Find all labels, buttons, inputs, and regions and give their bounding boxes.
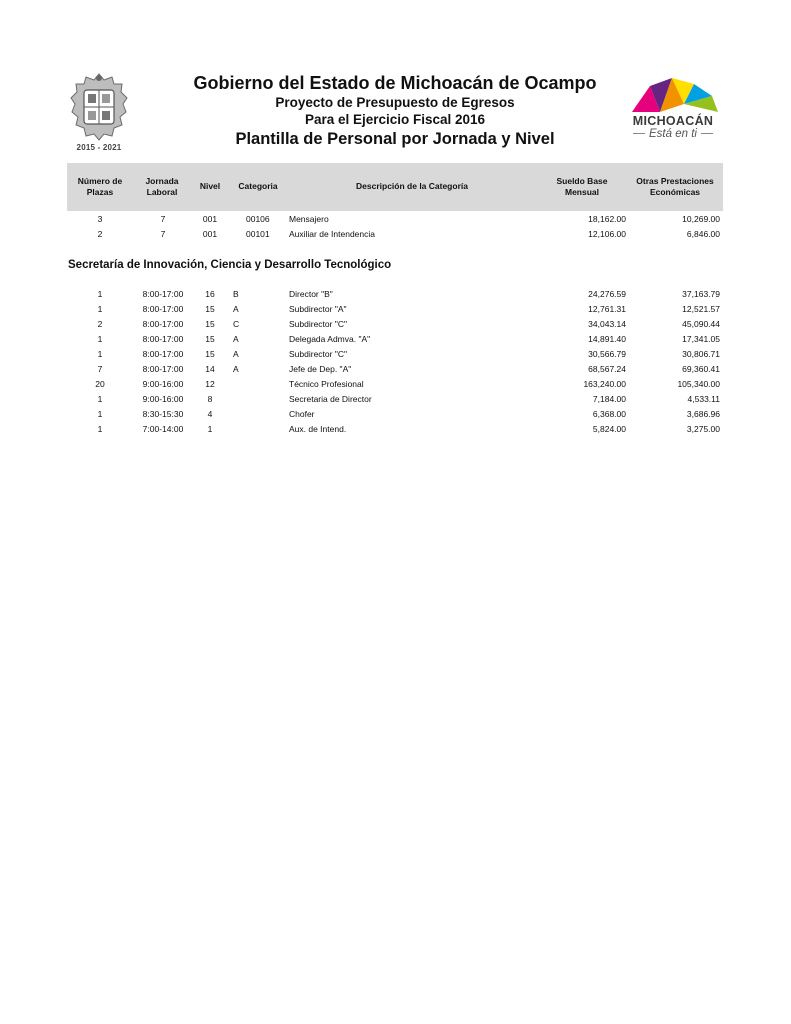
cell-nivel: 15 [205, 334, 215, 344]
column-header-otras: Otras Prestaciones Económicas [636, 176, 714, 197]
cell-jornada: 7 [160, 229, 166, 239]
column-header-nivel: Nivel [199, 181, 221, 191]
cell-jornada: 8:00-17:00 [142, 349, 184, 359]
cell-categoria: B [233, 289, 239, 299]
table-row [0, 392, 791, 407]
document-header [150, 72, 640, 150]
table-row [0, 422, 791, 437]
cell-otras: 10,269.00 [682, 214, 720, 224]
cell-plazas: 1 [97, 349, 103, 359]
seal-years: 2015 - 2021 [76, 143, 122, 152]
cell-categoria: A [233, 334, 239, 344]
cell-categoria: C [233, 319, 240, 329]
column-header-descripcion: Descripción de la Categoría [356, 181, 468, 191]
cell-plazas: 2 [97, 319, 103, 329]
cell-jornada: 8:00-17:00 [142, 364, 184, 374]
cell-sueldo: 34,043.14 [588, 319, 626, 329]
cell-descripcion: Subdirector "C" [289, 319, 348, 329]
cell-descripcion: Auxiliar de Intendencia [289, 229, 376, 239]
cell-plazas: 7 [97, 364, 103, 374]
cell-jornada: 8:00-17:00 [142, 304, 184, 314]
cell-descripcion: Delegada Admva. "A" [289, 334, 371, 344]
cell-sueldo: 18,162.00 [588, 214, 626, 224]
section-title: Secretaría de Innovación, Ciencia y Desarrollo Tecnológico [68, 259, 392, 271]
cell-descripcion: Subdirector "A" [289, 304, 347, 314]
column-header-sueldo: Sueldo Base Mensual [556, 176, 608, 197]
cell-nivel: 001 [202, 214, 218, 224]
cell-plazas: 1 [97, 409, 103, 419]
cell-descripcion: Jefe de Dep. "A" [289, 364, 352, 374]
cell-nivel: 12 [205, 379, 215, 389]
table-row [0, 212, 791, 227]
cell-sueldo: 5,824.00 [592, 424, 626, 434]
cell-jornada: 8:00-17:00 [142, 289, 184, 299]
cell-descripcion: Director "B" [289, 289, 333, 299]
table-row [0, 407, 791, 422]
cell-jornada: 8:00-17:00 [142, 334, 184, 344]
column-header-plazas: Número de Plazas [77, 176, 123, 197]
cell-jornada: 9:00-16:00 [142, 394, 184, 404]
page-title: Gobierno del Estado de Michoacán de Ocampo [193, 73, 597, 93]
cell-otras: 3,686.96 [686, 409, 720, 419]
cell-descripcion: Técnico Profesional [289, 379, 364, 389]
cell-plazas: 1 [97, 394, 103, 404]
cell-plazas: 1 [97, 304, 103, 314]
cell-plazas: 1 [97, 424, 103, 434]
table-row [0, 227, 791, 242]
cell-otras: 3,275.00 [686, 424, 720, 434]
cell-plazas: 1 [97, 334, 103, 344]
cell-otras: 69,360.41 [682, 364, 720, 374]
table-row [0, 317, 791, 332]
cell-sueldo: 163,240.00 [583, 379, 626, 389]
page-subtitle-budget: Proyecto de Presupuesto de Egresos [275, 95, 515, 110]
table-row [0, 287, 791, 302]
cell-nivel: 15 [205, 304, 215, 314]
cell-jornada: 9:00-16:00 [142, 379, 184, 389]
cell-nivel: 4 [207, 409, 213, 419]
cell-categoria: 00101 [246, 229, 270, 239]
cell-jornada: 7:00-14:00 [142, 424, 184, 434]
cell-plazas: 1 [97, 289, 103, 299]
cell-otras: 37,163.79 [682, 289, 720, 299]
logo-slogan: Está en ti [622, 128, 724, 140]
column-header-categoria: Categoria [238, 181, 278, 191]
table-row [0, 377, 791, 392]
cell-descripcion: Subdirector "C" [289, 349, 348, 359]
cell-jornada: 7 [160, 214, 166, 224]
cell-nivel: 15 [205, 319, 215, 329]
table-row [0, 347, 791, 362]
cell-descripcion: Aux. de Intend. [289, 424, 347, 434]
cell-jornada: 8:00-17:00 [142, 319, 184, 329]
cell-plazas: 20 [95, 379, 105, 389]
page-subtitle-staff: Plantilla de Personal por Jornada y Nivel [235, 130, 555, 148]
cell-jornada: 8:30-15:30 [142, 409, 184, 419]
cell-otras: 105,340.00 [677, 379, 720, 389]
cell-sueldo: 68,567.24 [588, 364, 626, 374]
cell-sueldo: 7,184.00 [592, 394, 626, 404]
cell-otras: 17,341.05 [682, 334, 720, 344]
table-row [0, 302, 791, 317]
column-header-jornada: Jornada Laboral [145, 176, 179, 197]
cell-sueldo: 14,891.40 [588, 334, 626, 344]
cell-otras: 4,533.11 [687, 394, 720, 404]
cell-otras: 12,521.57 [682, 304, 720, 314]
cell-sueldo: 24,276.59 [588, 289, 626, 299]
logo-name: MICHOACÁN [632, 114, 714, 128]
cell-nivel: 1 [207, 424, 213, 434]
page-subtitle-fiscal-year: Para el Ejercicio Fiscal 2016 [304, 112, 486, 127]
cell-nivel: 001 [202, 229, 218, 239]
cell-categoria: A [233, 304, 239, 314]
cell-otras: 45,090.44 [682, 319, 720, 329]
table-row [0, 332, 791, 347]
cell-plazas: 3 [97, 214, 103, 224]
cell-sueldo: 6,368.00 [592, 409, 626, 419]
table-header [67, 163, 723, 211]
cell-categoria: 00106 [246, 214, 270, 224]
cell-nivel: 15 [205, 349, 215, 359]
cell-nivel: 8 [207, 394, 213, 404]
cell-sueldo: 12,106.00 [588, 229, 626, 239]
cell-plazas: 2 [97, 229, 103, 239]
cell-descripcion: Chofer [289, 409, 315, 419]
cell-sueldo: 30,566.79 [588, 349, 626, 359]
cell-descripcion: Secretaria de Director [289, 394, 372, 404]
cell-descripcion: Mensajero [289, 214, 329, 224]
cell-nivel: 16 [205, 289, 215, 299]
cell-sueldo: 12,761.31 [588, 304, 626, 314]
cell-categoria: A [233, 349, 239, 359]
cell-categoria: A [233, 364, 239, 374]
cell-otras: 6,846.00 [686, 229, 720, 239]
cell-otras: 30,806.71 [682, 349, 720, 359]
table-row [0, 362, 791, 377]
cell-nivel: 14 [205, 364, 215, 374]
